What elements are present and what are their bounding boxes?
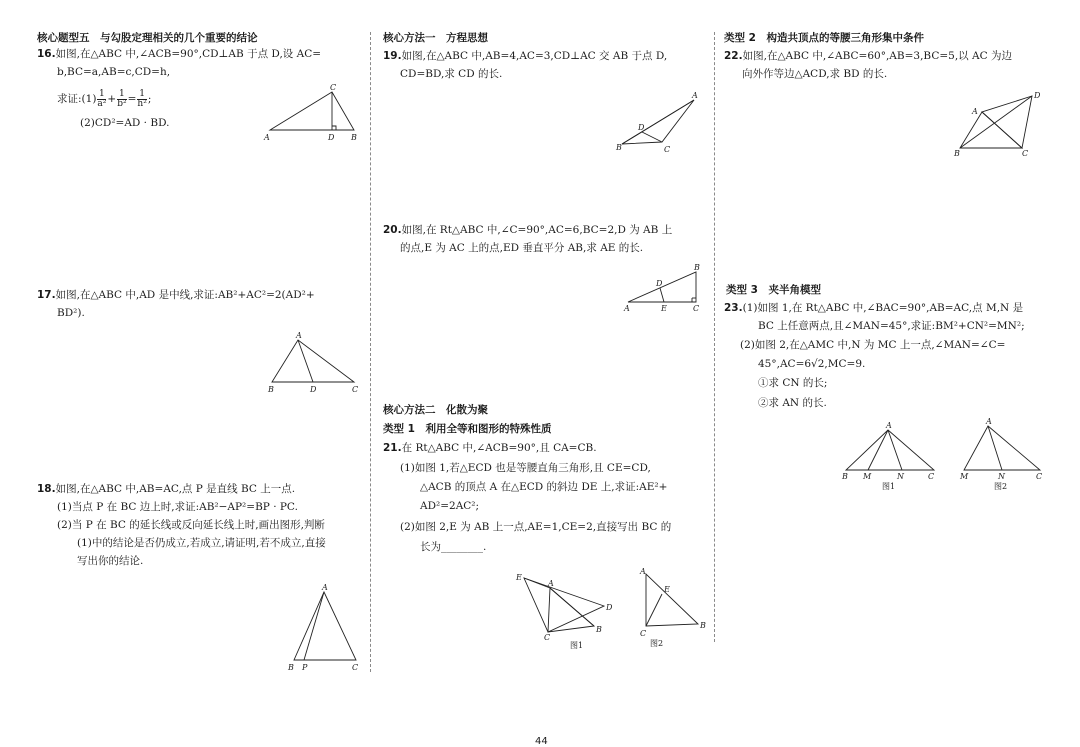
label-n: N — [998, 472, 1005, 481]
question-19-line-2: CD=BD,求 CD 的长. — [400, 68, 503, 80]
label-a: A — [972, 107, 978, 116]
figure-q23-fig2 — [956, 418, 1048, 492]
label-d: D — [328, 133, 335, 142]
triangle-abc — [272, 340, 354, 382]
triangle-amc — [964, 426, 1040, 470]
label-c: C — [1036, 472, 1043, 481]
label-b: B — [694, 263, 700, 272]
question-21-part-2: (2)如图 2,E 为 AB 上一点,AE=1,CE=2,直接写出 BC 的 — [400, 521, 672, 533]
label-d: D — [1034, 91, 1041, 100]
label-c: C — [352, 663, 359, 672]
label-c: C — [1022, 149, 1029, 158]
figure-q22-equilateral-construction — [950, 90, 1046, 162]
label-a: A — [264, 133, 270, 142]
question-23-part-2: (2)如图 2,在△AMC 中,N 为 MC 上一点,∠MAN=∠C= — [740, 339, 1006, 351]
figure-q19-triangle — [614, 92, 704, 158]
question-23-part-2-cont: 45°,AC=6√2,MC=9. — [758, 358, 866, 370]
perpendicular-ed — [660, 288, 664, 302]
figure-q23-fig1 — [838, 420, 942, 492]
fraction-1-over-a2 — [97, 90, 106, 109]
question-18-number: 18. — [37, 483, 56, 495]
question-22-line-2: 向外作等边△ACD,求 BD 的长. — [742, 68, 888, 80]
frac2-den: b² — [117, 98, 127, 109]
question-20-line-2: 的点,E 为 AC 上的点,ED 垂直平分 AB,求 AE 的长. — [400, 242, 644, 254]
label-a: A — [692, 91, 698, 100]
label-b: B — [351, 133, 357, 142]
question-17-line-1 — [37, 287, 315, 304]
page-number: 44 — [535, 736, 548, 747]
label-c: C — [693, 304, 700, 313]
question-16-prove-2: (2)CD²=AD · BD. — [80, 117, 170, 129]
q16-text-1: 如图,在△ABC 中,∠ACB=90°,CD⊥AB 于点 D,设 AC= — [55, 48, 322, 60]
question-16-prove-1 — [57, 88, 151, 110]
type-2-title: 类型 2 构造共顶点的等腰三角形集中条件 — [724, 32, 924, 44]
fig2-caption: 图2 — [650, 639, 664, 648]
label-n: N — [897, 472, 904, 481]
triangle-abc — [294, 592, 356, 660]
label-d: D — [606, 603, 613, 612]
label-d: D — [638, 123, 645, 132]
question-23-line-1 — [724, 300, 1023, 317]
q22-text-1: 如图,在△ABC 中,∠ABC=60°,AB=3,BC=5,以 AC 为边 — [742, 50, 1012, 62]
q19-text-1: 如图,在△ABC 中,AB=4,AC=3,CD⊥AC 交 AB 于点 D, — [401, 50, 668, 62]
label-b: B — [954, 149, 960, 158]
question-21-part-1-cont: △ACB 的顶点 A 在△ECD 的斜边 DE 上,求证:AE²+ — [420, 481, 668, 493]
frac3-num: 1 — [139, 88, 145, 99]
q18-text-1: 如图,在△ABC 中,AB=AC,点 P 是直线 BC 上一点. — [55, 483, 296, 495]
question-21-number: 21. — [383, 442, 402, 454]
right-angle-mark — [332, 126, 336, 130]
label-e: E — [664, 585, 670, 594]
fig1-caption: 图1 — [882, 482, 896, 491]
fig1-caption: 图1 — [570, 641, 584, 650]
label-a: A — [296, 331, 302, 340]
question-21-part-2-answer-blank: 长为________. — [420, 541, 487, 553]
frac1-num: 1 — [99, 88, 105, 99]
question-21-part-1: (1)如图 1,若△ECD 也是等腰直角三角形,且 CE=CD, — [400, 462, 651, 474]
question-18-part-2-cont: (1)中的结论是否仍成立,若成立,请证明,若不成立,直接 — [77, 537, 326, 549]
section-title-method-1: 核心方法一 方程思想 — [383, 32, 488, 44]
label-a: A — [886, 421, 892, 430]
label-c: C — [928, 472, 935, 481]
label-b: B — [268, 385, 274, 394]
label-e: E — [516, 573, 522, 582]
question-20-number: 20. — [383, 224, 402, 236]
question-23-line-2: BC 上任意两点,且∠MAN=45°,求证:BM²+CN²=MN²; — [758, 320, 1025, 332]
question-16-number: 16. — [37, 48, 56, 60]
fraction-1-over-h2 — [137, 90, 146, 109]
segment-cd — [642, 132, 662, 142]
figure-q17-triangle-median — [264, 330, 364, 398]
label-c: C — [640, 629, 647, 638]
label-b: B — [596, 625, 602, 634]
section-title-method-2: 核心方法二 化散为聚 — [383, 404, 488, 416]
label-c: C — [544, 633, 551, 642]
segment-ce — [646, 594, 662, 626]
question-18-part-2-end: 写出你的结论. — [77, 555, 144, 567]
triangle-abc — [960, 112, 1022, 148]
question-19-number: 19. — [383, 50, 402, 62]
question-23-sub-2: ②求 AN 的长. — [758, 397, 827, 409]
label-d: D — [310, 385, 317, 394]
q23-text-1: (1)如图 1,在 Rt△ABC 中,∠BAC=90°,AB=AC,点 M,N 是 — [742, 302, 1024, 314]
label-a: A — [322, 583, 328, 592]
question-18-line-1 — [37, 481, 295, 498]
question-22-line-1 — [724, 48, 1012, 65]
label-a: A — [640, 567, 646, 576]
question-17-line-2: BD²). — [57, 307, 85, 319]
segment-ap — [304, 592, 324, 660]
segment-bd — [960, 96, 1032, 148]
q21-text-1: 在 Rt△ABC 中,∠ACB=90°,且 CA=CB. — [401, 442, 597, 454]
figure-q20-right-triangle — [620, 264, 704, 316]
label-c: C — [330, 83, 337, 92]
fig2-caption: 图2 — [994, 482, 1008, 491]
type-1-title: 类型 1 利用全等和图形的特殊性质 — [383, 423, 552, 435]
figure-q16-right-triangle — [262, 83, 362, 144]
triangle-acd — [982, 96, 1032, 148]
label-c: C — [664, 145, 671, 154]
label-a: A — [548, 579, 554, 588]
question-16-line-2: b,BC=a,AB=c,CD=h, — [57, 66, 171, 78]
figure-q21-fig1 — [512, 570, 622, 652]
segment-an — [988, 426, 1002, 470]
prove-label: 求证:(1) — [57, 93, 97, 105]
triangle-abc — [270, 92, 354, 130]
frac3-den: h² — [137, 98, 147, 109]
column-divider-2 — [714, 32, 715, 642]
question-23-sub-1: ①求 CN 的长; — [758, 377, 828, 389]
label-d: D — [656, 279, 663, 288]
question-20-line-1 — [383, 222, 672, 239]
question-22-number: 22. — [724, 50, 743, 62]
label-m: M — [863, 472, 872, 481]
question-23-number: 23. — [724, 302, 743, 314]
question-16-line-1 — [37, 46, 321, 63]
figure-q18-isosceles-triangle — [286, 584, 366, 674]
question-18-part-2: (2)当 P 在 BC 的延长线或反向延长线上时,画出图形,判断 — [57, 519, 325, 531]
section-title-core-type-5: 核心题型五 与勾股定理相关的几个重要的结论 — [37, 32, 258, 44]
label-m: M — [960, 472, 969, 481]
side-ab — [622, 100, 694, 144]
question-18-part-1: (1)当点 P 在 BC 边上时,求证:AB²−AP²=BP · PC. — [57, 501, 298, 513]
frac2-num: 1 — [119, 88, 125, 99]
figure-q21-fig2 — [636, 566, 712, 652]
label-b: B — [616, 143, 622, 152]
label-b: B — [842, 472, 848, 481]
label-e: E — [661, 304, 667, 313]
fraction-1-over-b2 — [117, 90, 126, 109]
segment-am — [868, 430, 888, 470]
question-21-line-1 — [383, 440, 597, 457]
question-17-number: 17. — [37, 289, 56, 301]
segment-ab — [550, 588, 594, 626]
question-21-part-1-end: AD²=2AC²; — [420, 500, 480, 512]
label-a: A — [986, 417, 992, 426]
label-b: B — [288, 663, 294, 672]
label-c: C — [352, 385, 359, 394]
equals-sign: = — [127, 93, 137, 105]
label-a: A — [624, 304, 630, 313]
plus-sign: + — [107, 93, 117, 105]
median-ad — [298, 340, 313, 382]
triangle-acb — [646, 574, 698, 626]
frac1-den: a² — [97, 98, 107, 109]
q17-text-1: 如图,在△ABC 中,AD 是中线,求证:AB²+AC²=2(AD²+ — [55, 289, 315, 301]
semicolon: ; — [147, 93, 152, 105]
label-p: P — [302, 663, 308, 672]
column-divider-1 — [370, 32, 371, 672]
type-3-title: 类型 3 夹半角模型 — [726, 284, 821, 296]
question-19-line-1 — [383, 48, 667, 65]
label-b: B — [700, 621, 706, 630]
q20-text-1: 如图,在 Rt△ABC 中,∠C=90°,AC=6,BC=2,D 为 AB 上 — [401, 224, 673, 236]
